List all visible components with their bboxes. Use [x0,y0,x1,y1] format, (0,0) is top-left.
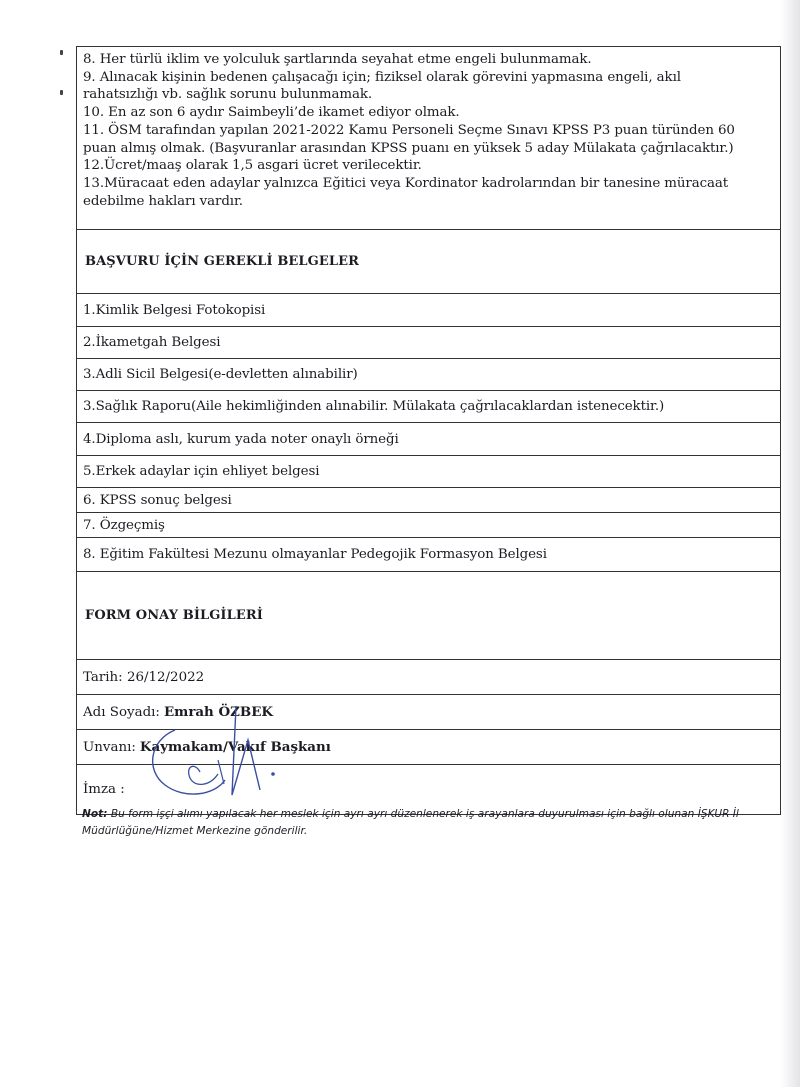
document-item: 5.Erkek adaylar için ehliyet belgesi [83,464,320,479]
date-row [77,659,780,694]
date-field: Tarih: 26/12/2022 [83,669,205,685]
document-item-row [77,537,780,571]
document-item: 8. Eğitim Fakültesi Mezunu olmayanlar Pedegojik Formasyon Belgesi [83,547,547,562]
condition-line: 8. Her türlü iklim ve yolculuk şartlarında seyahat etme engeli bulunmamak. [83,52,592,67]
document-item: 4.Diploma aslı, kurum yada noter onaylı örneği [83,431,399,447]
document-item-row [77,326,780,358]
scan-dot [60,90,63,95]
title-value: Kaymakam/Vakıf Başkanı [139,739,331,755]
document-item: 2.İkametgah Belgesi [83,335,221,350]
approval-heading-row [77,571,780,659]
condition-line: rahatsızlığı vb. sağlık sorunu bulunmamak. [83,87,372,103]
name-value: Emrah ÖZBEK [163,704,274,720]
documents-heading-row [77,229,780,293]
condition-line: 13.Müracaat eden adaylar yalnızca Eğitici veya Kordinator kadrolarından bir tanesine müracaat [83,175,729,191]
approval-heading: FORM ONAY BİLGİLERİ [85,608,263,623]
document-item: 7. Özgeçmiş [83,517,165,533]
documents-heading: BAŞVURU İÇİN GEREKLİ BELGELER [85,254,360,269]
signature-label: İmza : [83,782,125,797]
document-item-row [77,358,780,390]
footnote-label: Not: [82,808,108,820]
document-item-row [77,512,780,537]
name-label: Adı Soyadı: [83,704,160,720]
document-item: 1.Kimlik Belgesi Fotokopisi [83,302,266,318]
document-item: 3.Adli Sicil Belgesi(e-devletten alınabilir) [83,367,358,382]
document-item: 3.Sağlık Raporu(Aile hekimliğinden alınabilir. Mülakata çağrılacaklardan istenecektir.) [83,399,665,414]
condition-line: 9. Alınacak kişinin bedenen çalışacağı için; fiziksel olarak görevini yapmasına engeli, akıl [83,69,681,85]
condition-line: puan almış olmak. (Başvuranlar arasından KPSS puanı en yüksek 5 aday Mülakata çağrılacaktır.) [83,140,734,156]
document-item-row [77,487,780,512]
document-item-row [77,422,780,455]
document-item-row [77,455,780,487]
condition-line: 11. ÖSM tarafından yapılan 2021-2022 Kamu Personeli Seçme Sınavı KPSS P3 puan türünden 60 [83,122,735,138]
scan-edge-shadow [780,0,800,1087]
footnote [82,806,782,840]
condition-line: edebilme hakları vardır. [83,193,243,209]
document-item-row [77,390,780,422]
condition-line: 10. En az son 6 aydır Saimbeyli’de ikamet ediyor olmak. [83,105,460,121]
document-item: 6. KPSS sonuç belgesi [83,492,232,508]
document-item-row [77,293,780,326]
scan-dot [60,50,63,55]
condition-line: 12.Ücret/maaş olarak 1,5 asgari ücret verilecektir. [83,158,422,174]
conditions-cell [77,46,780,229]
footnote-text: Bu form işçi alımı yapılacak her meslek için ayrı ayrı düzenlenerek iş arayanlara duyurulması için bağlı olunan İŞKUR İl Müdürlüğüne/Hizmet Merkezine gönderilir. [82,808,739,837]
title-label: Unvanı: [83,739,136,755]
